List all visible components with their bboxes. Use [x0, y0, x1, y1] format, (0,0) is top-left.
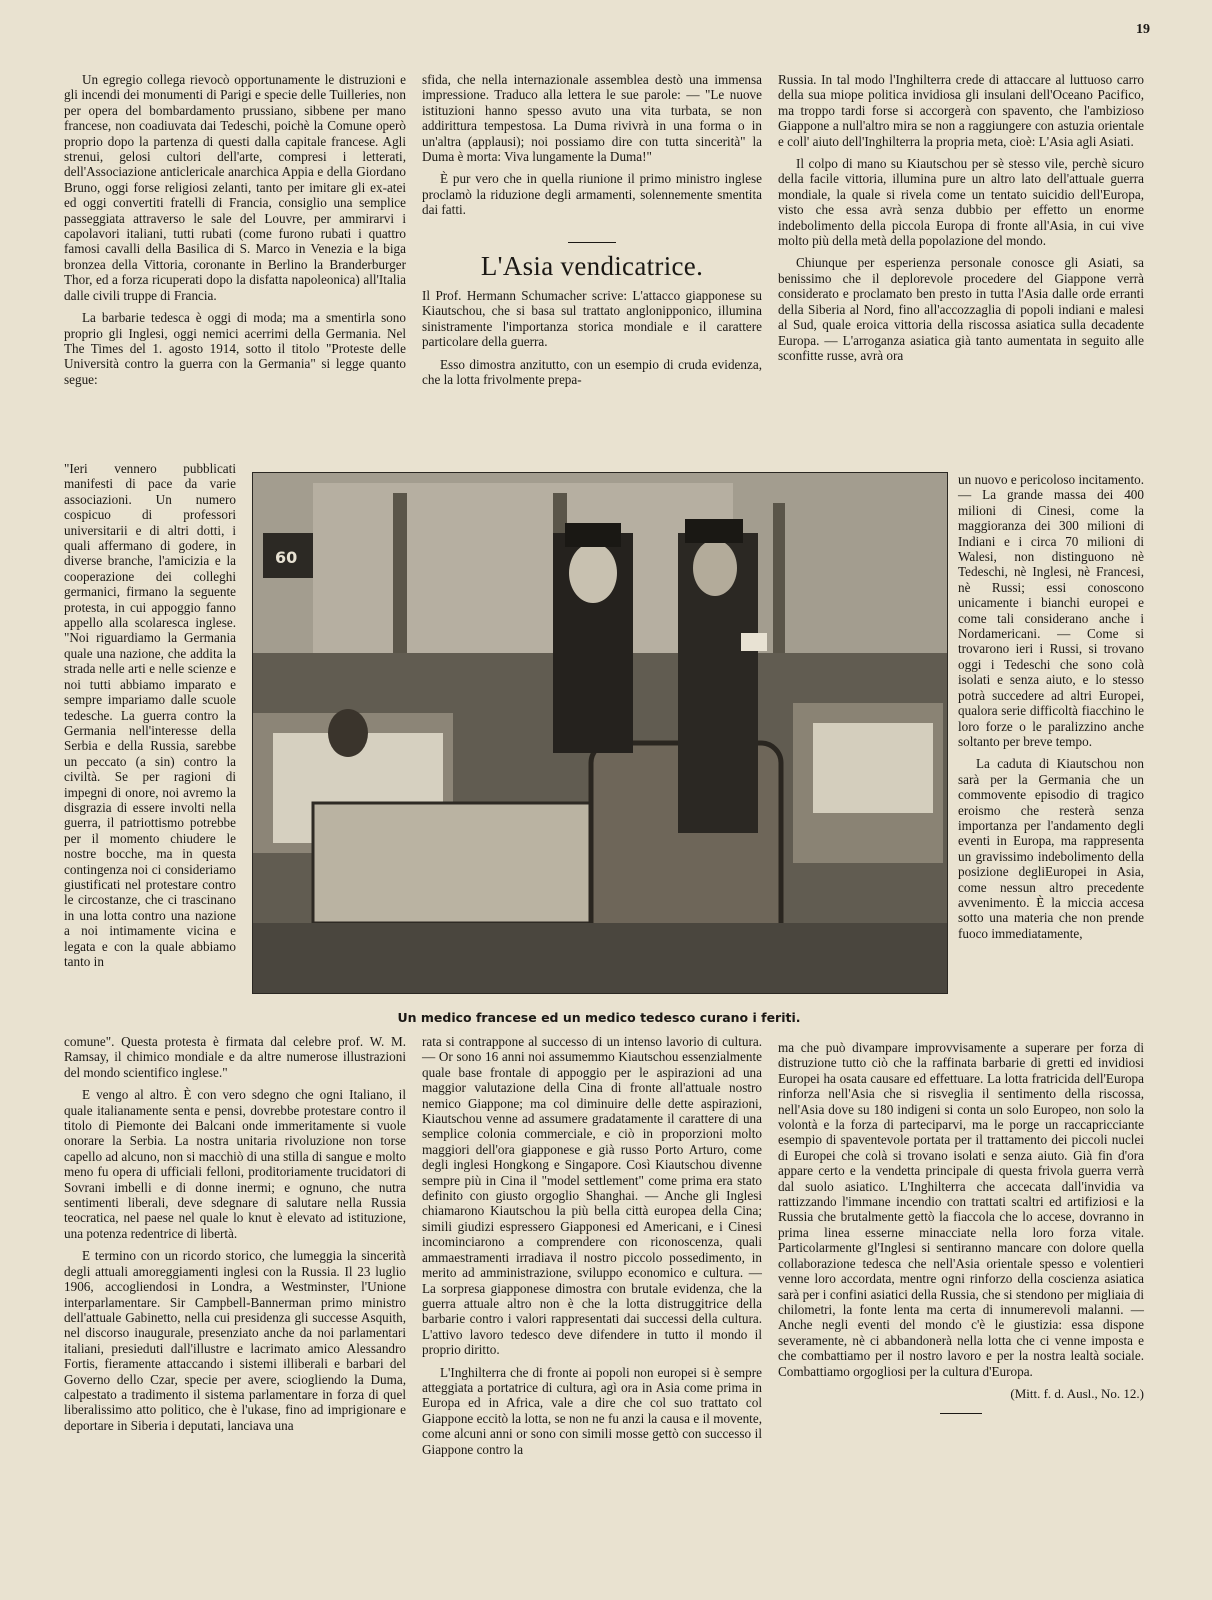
paragraph: Un egregio collega rievocò opportunamente le distruzioni e gli incendi dei monumenti di Parigi e specie delle Tuilleries, non per opera del bombardamento prussiano, sibbene per mano francese, non coadiuvata dai Tedeschi, poichè la Comune operò proprio dopo la partenza di questi dalla capitale francese. Agli strenui, gelosi cultori dell'arte, compresi i letterati, dell'Associazione anticlericale anarchica Appia e della Giordano Bruno, oggi forse religiosi zelanti, tanto per imitare gli ex-atei ed oggi convertiti fratelli di Francia, consiglio una semplice passeggiata attraverso le sale del Louvre, per ammirarvi i capolavori italiani, tutti rubati (come furono rubati i quattro famosi cavalli della Basilica di S. Marco in Venezia e la biga bronzea della Vittoria, coronante in Berlino la Branderburger Thor, ed a forza ricuperati dopo la disfatta napoleonica) all'Italia dalle civili truppe di Francia.: [64, 72, 406, 303]
left-column-narrow: [64, 461, 236, 976]
paragraph: La barbarie tedesca è oggi di moda; ma a smentirla sono proprio gli Inglesi, oggi nemici acerrimi della Germania. Nel The Times del 1. agosto 1914, sotto il titolo "Proteste delle Università contro la guerra con la Germania" si legge quanto segue:: [64, 310, 406, 387]
middle-column-top: [422, 72, 762, 395]
paragraph: sfida, che nella internazionale assemblea destò una immensa impressione. Traduco alla lettera le sue parole: — "Le nuove istituzioni hanno spesso avuto una vita turbata, se non addirittura tempestosa. La Duma rivivrà in una forma o in un'altra (applausi); noi possiamo dire con tutta sincerità" la Duma è morta: Viva lungamente la Duma!": [422, 72, 762, 165]
quoted-protest: "Ieri vennero pubblicati manifesti di pace da varie associazioni. Un numero cospicuo di professori universitarii e di altri dotti, i quali affermano di godere, in diverse branche, l'amicizia e la cooperazione dei colleghi germanici, firmano la seguente protesta, in cui appoggio fanno appello alla scolaresca inglese. "Noi riguardiamo la Germania quale una nazione, che addita la strada nelle arti e nelle scienze e noi tutti abbiamo imparato e sempre impariamo dalle scuole tedesche. La guerra contro la Germania nell'interesse della Serbia e della Russia, sarebbe un peccato (a sin) contro la civiltà. Se per ragioni di impegni di onore, noi avremo la disgrazia di essere involti nella guerra, il patriottismo potrebbe per il momento chiudere le nostre bocche, ma in questa contingenza noi ci consideriamo giustificati nel protestare contro le circostanze, che ci trascinano in una lotta contro una nazione a noi intimamente vicina e legata e con la quale abbiamo tanto in: [64, 461, 236, 969]
hospital-ward-photo: [252, 472, 948, 994]
paragraph: E termino con un ricordo storico, che lumeggia la sincerità degli attuali amoreggiamenti inglesi con la Russia. Il 23 luglio 1906, accogliendosi in Londra, a Westminster, l'Unione interparlamentare. Sir Campbell-Bannerman primo ministro dell'attuale Gabinetto, nella cui presidenza gli successe Asquith, nel discorso inaugurale, presenziato anche da noi parlamentari italiani, presieduti dall'illustre e lacrimato amico Alessandro Fortis, fieramente attaccando i sistemi illiberali e barbari del Governo dello Czar, specie per avere, sciogliendo la Duma, calpestato a tradimento il sistema parlamentare in forza di quel liberalissimo atto politico, che è l'ukase, fino ad imprigionare e deportare in Siberia i deputati, lanciava una: [64, 1248, 406, 1433]
right-column-bottom: [778, 1040, 1144, 1414]
right-column-top: [778, 72, 1144, 370]
photo-illustration: [253, 473, 947, 993]
page-number: 19: [1136, 22, 1150, 37]
section-divider: [568, 242, 616, 243]
paragraph: ma che può divampare improvvisamente a superare per forza di distruzione tutto ciò che la raffinata barbarie di gretti ed invidiosi Europei ha osata causare ed effettuare. La lotta fratricida dell'Europa rinforza nell'Asia che si risveglia il sentimento della riscossa, nell'Asia dove su 180 indigeni si conta un solo Europeo, non solo la volontà e la forza di parteciparvi, ma le porge un raccapricciante esempio di spaventevole portata per il trattamento dei piccoli nuclei di Europei che colà si trovano isolati e senza aiuto. Già fin d'ora appare certo e la vendetta principale di questa frivola guerra verrà dal suolo asiatico. L'Inghilterra che accecata dall'invidia va rattizzando l'immane incendio con trattati scaltri ed artifiziosi e la Russia che brutalmente gettò la fiaccola che lo accese, dovranno in prima linea esserne minacciate nella loro forza vitale. Particolarmente gl'Inglesi si sentiranno mancare con dolore quella collaborazione tedesca che nell'Asia orientale spesso e volentieri venne loro accordata, mentre ogni rinforzo della coscienza asiatica sarà per i confini asiatici della Russia, che si stendono per migliaia di chilometri, la fonte lenta ma certa di innumerevoli malanni. — Anche negli eventi del mondo c'è le giustizia: essa dispone severamente, nè ci abbandonerà nella lotta che ci venne imposta e che combattiamo per il nostro lavoro e per la nostra lealtà sociale. Combattiamo orgogliosi per la cultura d'Europa.: [778, 1040, 1144, 1379]
paragraph: La caduta di Kiautschou non sarà per la Germania che un commovente episodio di tragico eroismo che resterà senza importanza per l'andamento degli eventi in Europa, ma rappresenta un gravissimo indebolimento della posizione degliEuropei in Asia, come nessun altro precedente avvenimento. È la miccia accesa sotto una materia che non prende fuoco immediatamente,: [958, 756, 1144, 941]
paragraph: L'Inghilterra che di fronte ai popoli non europei si è sempre atteggiata a portatrice di cultura, agì ora in Asia come prima in Europa ed in Africa, vale a dire che col suo trattato col Giappone eccitò la lotta, se non ne fu anzi la causa e il movente, come alcuni anni or sono con simili mosse gettò con successo il Giappone contro la: [422, 1364, 762, 1457]
paragraph: Russia. In tal modo l'Inghilterra crede di attaccare al luttuoso carro della sua miope politica invidiosa gli insulani dell'Oceano Pacifico, ma troppo tardi forse si accorgerà con spavento, che l'ambizioso Giappone a null'altro mira se non a raggiungere con astuzia orientale e coll' aiuto dell'Inghilterra la propria meta, cioè: L'Asia agli Asiati.: [778, 72, 1144, 149]
article-heading: L'Asia vendicatrice.: [480, 250, 704, 281]
paragraph: un nuovo e pericoloso incitamento. — La grande massa dei 400 milioni di Cinesi, come la maggioranza dei 300 milioni di Indiani e i circa 70 milioni di Walesi, non distinguono nè Tedeschi, nè Inglesi, nè Francesi, nè Russi; essi conoscono unicamente i bianchi europei e come tali considerano anche i Nordamericani. — Come si trovarono ieri i Russi, si trovano oggi i Tedeschi che sono colà isolati e senza aiuto, e lo stesso potrà succedere ad altri Europei, qualora serie difficoltà fiacchino le loro forze o le paralizzino anche soltanto per breve tempo.: [958, 472, 1144, 749]
paragraph: E vengo al altro. È con vero sdegno che ogni Italiano, il quale italianamente senta e pensi, dovrebbe protestare contro il titolo di Piemonte dei Balcani onde immeritamente si vuole onorare la Serbia. La nostra unitaria rivoluzione non torse capello ad alcuno, non si macchiò di una stilla di sangue e molto meno fu opera di ufficiali felloni, proditoriamente trucidatori di Sovrani imbelli e di donne inermi; e ognuno, che nutra sentimenti liberali, deve sdegnare di salutare nella Russia teocratica, nel paese nel quale lo knut è elevato ad istituzione, una potenza redentrice di libertà.: [64, 1087, 406, 1241]
left-column-top: [64, 72, 406, 394]
source-citation: (Mitt. f. d. Ausl., No. 12.): [1010, 1385, 1144, 1401]
paragraph: comune". Questa protesta è firmata dal celebre prof. W. M. Ramsay, il chimico mondiale e da altre numerose illustrazioni del mondo scientifico inglese.": [64, 1034, 406, 1080]
left-column-bottom: [64, 1034, 406, 1440]
paragraph: Esso dimostra anzitutto, con un esempio di cruda evidenza, che la lotta frivolmente prepa-: [422, 356, 762, 388]
paragraph: rata si contrappone al successo di un intenso lavorio di cultura. — Or sono 16 anni noi assumemmo Kiautschou essenzialmente quale base frontale di appoggio per le aspirazioni ad una maggior valutazione della Cina di fronte all'attuale nostro nemico Giappone; ma col diminuire delle dette aspirazioni, Kiautschou venne ad assumere gradatamente il carattere di una semplice colonia commerciale, e ciò in proporzioni molto maggiori dell'ora giapponese e già russo Porto Arturo, come degli inglesi Hongkong e Singapore. Così Kiautschou divenne sempre più in Cina il "model settlement" come prima era stato definito con giusto orgoglio Shanghai. — Anche gli Inglesi chiamarono Kiautschou la più bella città europea della Cina; simili giudizi espressero Giapponesi ed Americani, e i Cinesi incominciarono a comprendere con riconoscenza, quali ammaestramenti irradiava il nostro piccolo possedimento, in merito ad amministrazione, sviluppo economico e cultura. — La sorpresa giapponese dimostra con brutale evidenza, che la guerra attuale altro non è che la lotta distruggitrice della barbarie contro i valori rappresentati dai successi della cultura. L'attivo lavoro tedesco deve difendere in tutto il mondo il proprio diritto.: [422, 1034, 762, 1358]
article-intro: Il Prof. Hermann Schumacher scrive: L'attacco giapponese su Kiautschou, che si basa sul trattato anglonipponico, illumina sinistramente l'importanza storica mondiale e il carattere particolare della guerra.: [422, 288, 762, 350]
middle-column-bottom: [422, 1034, 762, 1464]
end-divider: [940, 1413, 982, 1414]
paragraph: Il colpo di mano su Kiautschou per sè stesso vile, perchè sicuro della facile vittoria, illumina pure un altro lato dell'attuale guerra mondiale, la quale si rivela come un tentato suicidio dell'Europa, visto che essa avrà senza dubbio per effetto un enorme indebolimento della piccola Europa di fronte all'Asia, in cui vive molto più della metà della popolazione del mondo.: [778, 156, 1144, 249]
paragraph: Chiunque per esperienza personale conosce gli Asiati, sa benissimo che il deplorevole procedere del Giappone verrà considerato e proclamato ben presto in tutta l'Asia dalle orde erranti della Siberia al Nord, fino all'accozzaglia di popoli indiani e malesi al Sud, quale eroica vittoria della riscossa asiatica sulla decadente Europa. — L'arroganza asiatica già tanto aumentata in seguito alle sconfitte russe, avrà ora: [778, 255, 1144, 363]
photo-caption: Un medico francese ed un medico tedesco curano i feriti.: [397, 1010, 801, 1025]
paragraph: È pur vero che in quella riunione il primo ministro inglese proclamò la riduzione degli armamenti, solennemente smentita dai fatti.: [422, 171, 762, 218]
right-column-narrow: [958, 472, 1144, 948]
bed-sign-number: 60: [275, 548, 298, 567]
